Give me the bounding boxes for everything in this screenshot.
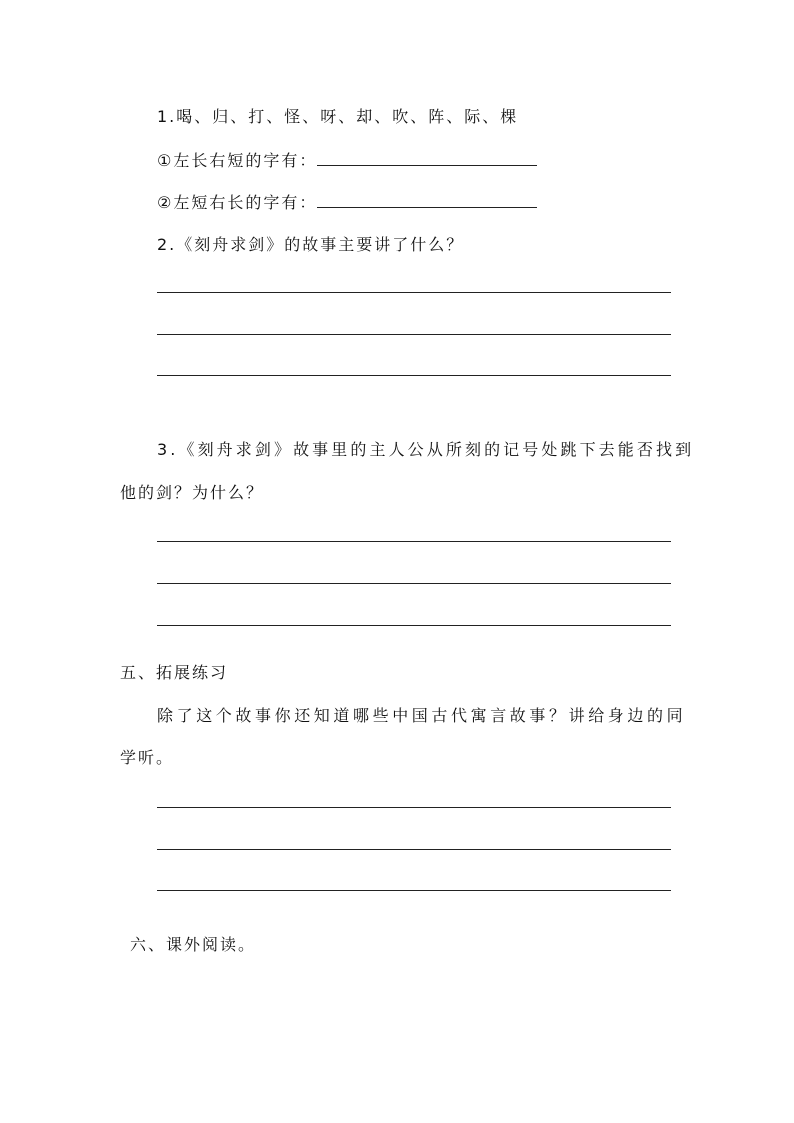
q3-answer-line-1[interactable]: [157, 541, 671, 542]
q3-question-line-2: 他的剑？为什么？: [120, 483, 265, 502]
q1-left-long-blank[interactable]: [317, 150, 537, 166]
q1-left-long-prompt: [157, 150, 537, 171]
section-5-prompt-line-1: 除了这个故事你还知道哪些中国古代寓言故事？讲给身边的同: [157, 706, 687, 725]
q3-answer-line-3[interactable]: [157, 625, 671, 626]
section-5-title: 五、拓展练习: [120, 663, 229, 682]
section-5-answer-line-2[interactable]: [157, 849, 671, 850]
q1-left-short-blank[interactable]: [317, 192, 537, 208]
section-5-prompt-line-2: 学听。: [120, 748, 175, 767]
section-5-answer-line-1[interactable]: [157, 807, 671, 808]
q2-answer-line-2[interactable]: [157, 334, 671, 335]
q3-question-line-1: 3.《刻舟求剑》故事里的主人公从所刻的记号处跳下去能否找到: [157, 440, 695, 459]
q2-answer-line-1[interactable]: [157, 292, 671, 293]
q2-answer-line-3[interactable]: [157, 375, 671, 376]
q1-characters: 1.喝、归、打、怪、呀、却、吹、阵、际、棵: [157, 107, 519, 126]
q2-question: 2.《刻舟求剑》的故事主要讲了什么？: [157, 235, 465, 254]
q1-left-long-label: ①左长右短的字有：: [157, 151, 318, 170]
section-5-answer-line-3[interactable]: [157, 890, 671, 891]
section-6-title: 六、课外阅读。: [130, 935, 257, 954]
q1-left-short-label: ②左短右长的字有：: [157, 193, 318, 212]
q3-answer-line-2[interactable]: [157, 583, 671, 584]
q1-left-short-prompt: [157, 192, 537, 213]
